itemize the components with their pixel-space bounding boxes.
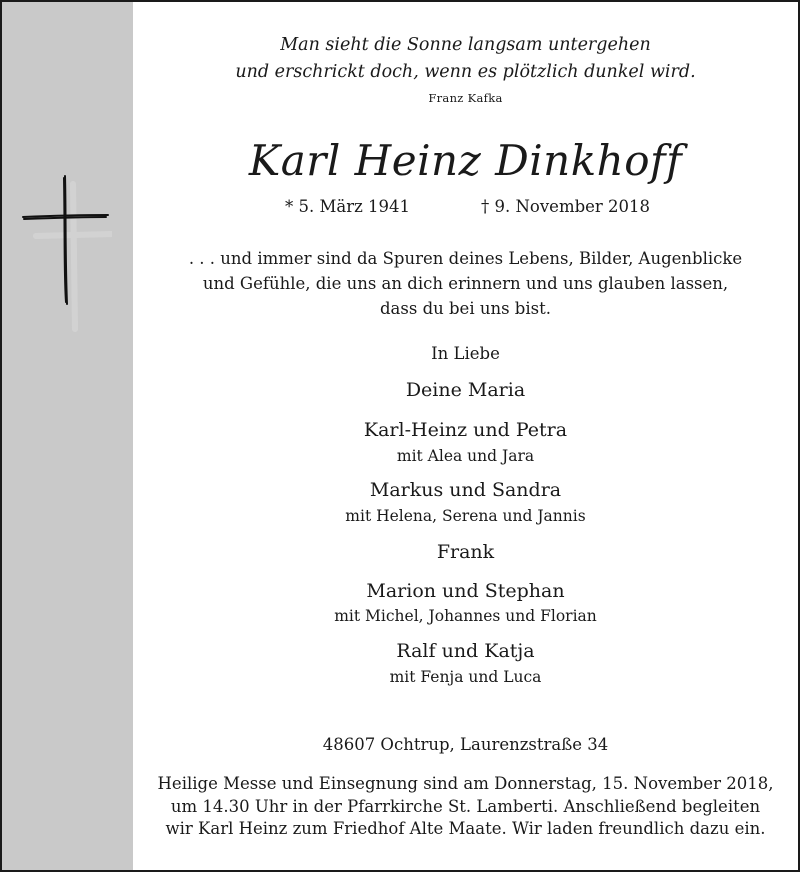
service-notice bbox=[133, 773, 798, 841]
address: 48607 Ochtrup, Laurenzstraße 34 bbox=[322, 735, 609, 754]
family-group-children: mit Helena, Serena und Jannis bbox=[345, 507, 586, 525]
notice-line: um 14.30 Uhr in der Pfarrkirche St. Lamberti. Anschließend begleiten bbox=[170, 796, 761, 816]
notice-line: Heilige Messe und Einsegnung sind am Donnerstag, 15. November 2018, bbox=[157, 774, 774, 793]
cross-icon bbox=[22, 174, 112, 334]
motto-line: Man sieht die Sonne langsam untergehen bbox=[280, 35, 651, 55]
family-group-main: Karl-Heinz und Petra bbox=[363, 419, 568, 441]
family-intro: In Liebe bbox=[431, 344, 500, 363]
memorial-verse bbox=[133, 246, 798, 321]
family-group-children: mit Fenja und Luca bbox=[389, 668, 542, 686]
family-group-main: Marion und Stephan bbox=[366, 580, 565, 602]
family-group-children: mit Alea und Jara bbox=[396, 447, 535, 465]
family-group-children: mit Michel, Johannes und Florian bbox=[334, 607, 597, 625]
motto-quote bbox=[133, 32, 798, 86]
verse-line: und Gefühle, die uns an dich erinnern und uns glauben lassen, bbox=[202, 274, 729, 293]
family-group-main: Markus und Sandra bbox=[369, 479, 562, 501]
death-date: † 9. November 2018 bbox=[481, 197, 651, 216]
family-group-main: Deine Maria bbox=[405, 379, 526, 401]
motto-author: Franz Kafka bbox=[428, 91, 503, 105]
sidebar-panel bbox=[2, 2, 133, 870]
notice-line: wir Karl Heinz zum Friedhof Alte Maate. Wir laden freundlich dazu ein. bbox=[165, 819, 766, 838]
birth-date: * 5. März 1941 bbox=[285, 197, 411, 216]
verse-line: . . . und immer sind da Spuren deines Lebens, Bilder, Augenblicke bbox=[188, 249, 743, 268]
motto-line: und erschrickt doch, wenn es plötzlich dunkel wird. bbox=[235, 62, 696, 82]
obituary-content bbox=[133, 2, 798, 870]
verse-line: dass du bei uns bist. bbox=[379, 299, 551, 318]
family-group-main: Ralf und Katja bbox=[396, 640, 535, 662]
family-group-main: Frank bbox=[436, 541, 495, 563]
deceased-name: Karl Heinz Dinkhoff bbox=[248, 136, 683, 185]
